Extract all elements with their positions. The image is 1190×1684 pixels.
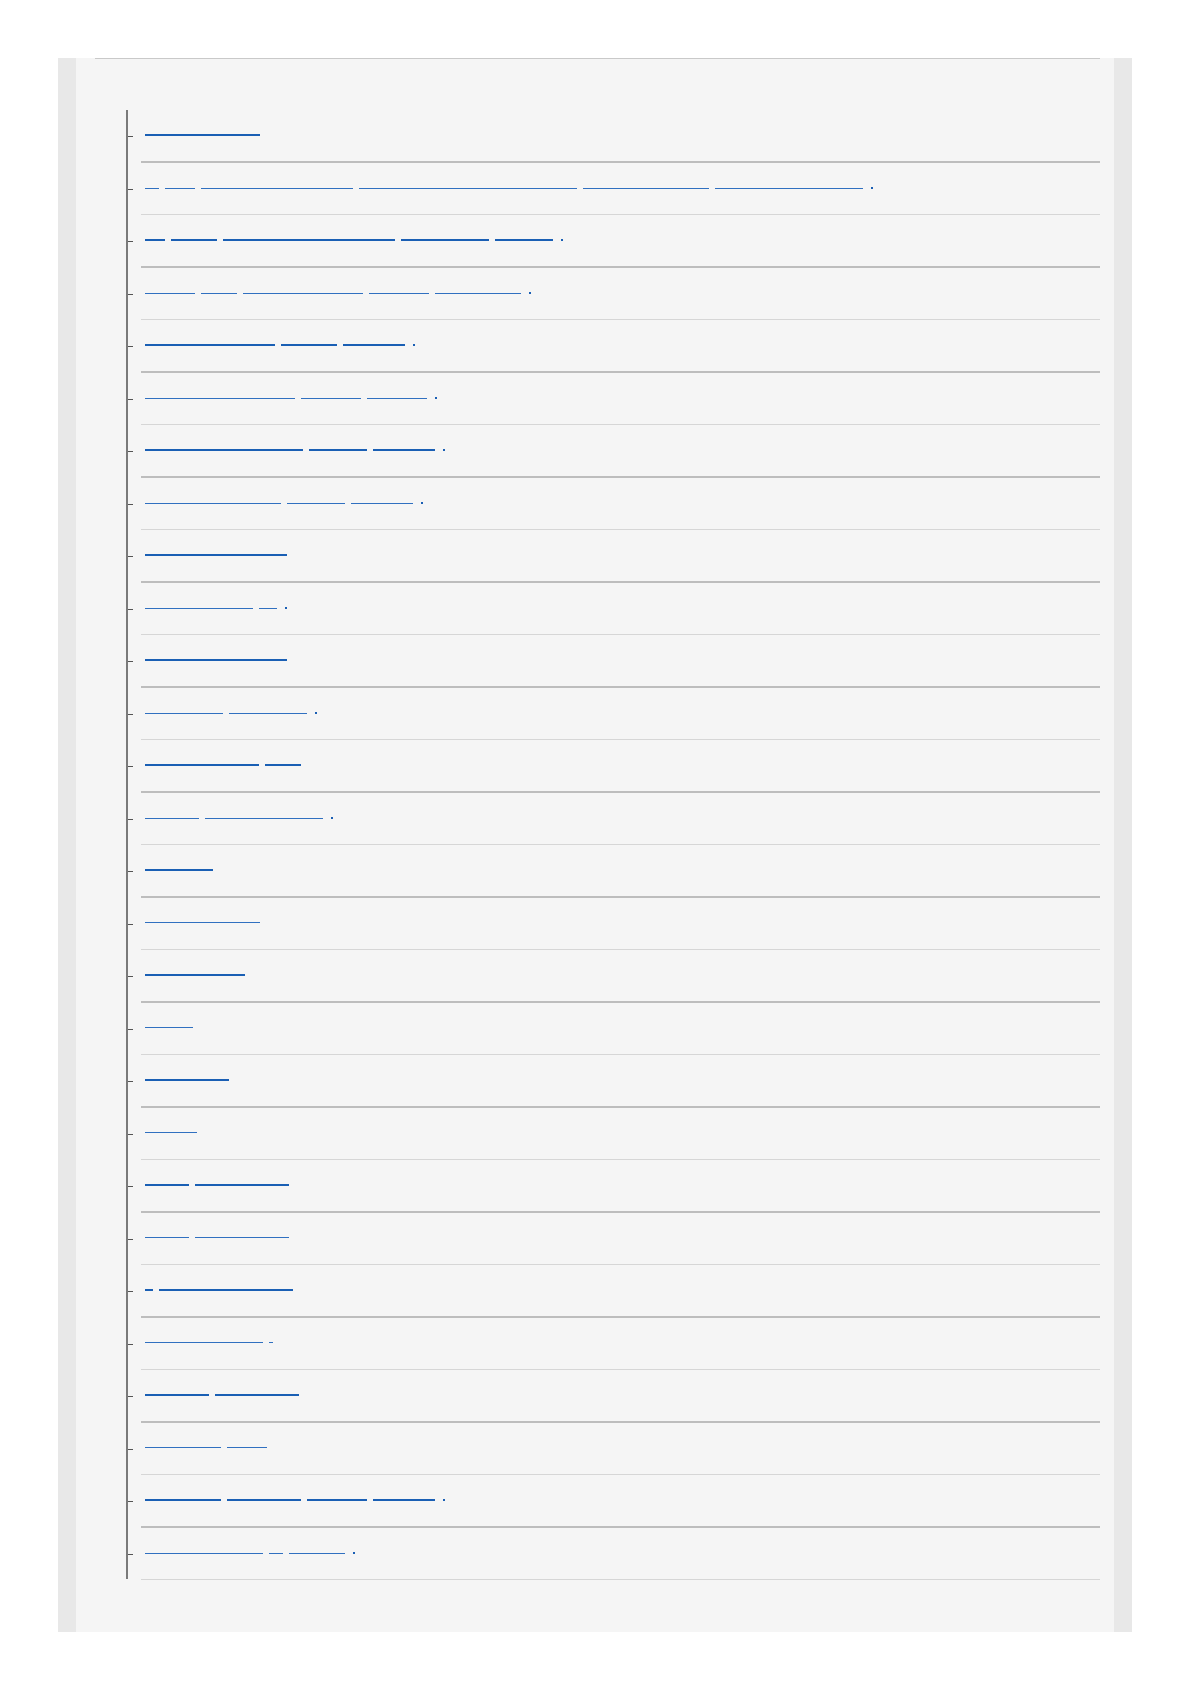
link-label: [273, 1447, 274, 1448]
list-item: [126, 215, 1100, 268]
link-underline-segment: [145, 1027, 193, 1028]
link-underline-segment: [145, 1289, 153, 1291]
link-underline-segment: [145, 869, 213, 871]
link-underline-segment: [269, 1553, 283, 1554]
link-underline-segment: [195, 1237, 289, 1238]
link-label: [279, 1342, 280, 1343]
tree-branch: [128, 294, 133, 295]
link-label: [287, 607, 288, 608]
list-item: [126, 478, 1100, 531]
toc-link[interactable]: [145, 1184, 295, 1194]
link-tree: [126, 110, 1100, 1580]
tree-branch: [128, 766, 133, 767]
link-label: [293, 554, 294, 555]
link-underline-segment: [307, 1499, 367, 1501]
link-underline-segment: [287, 503, 345, 504]
tree-branch: [128, 1081, 133, 1082]
link-underline-segment: [145, 1132, 197, 1133]
toc-link[interactable]: [145, 1394, 305, 1404]
link-underline-segment: [145, 134, 260, 136]
tree-branch: [128, 1554, 133, 1555]
toc-link[interactable]: [145, 239, 563, 249]
link-underline-segment: [145, 1237, 189, 1238]
list-item: [126, 1003, 1100, 1056]
link-underline-segment: [145, 1394, 209, 1396]
right-gutter: [1114, 58, 1132, 1632]
trailing-dot: [331, 817, 333, 819]
link-underline-segment: [145, 1553, 263, 1554]
toc-link[interactable]: [145, 1132, 203, 1142]
toc-link[interactable]: [145, 712, 317, 722]
toc-link[interactable]: [145, 449, 445, 459]
link-underline-segment: [227, 1499, 301, 1501]
trailing-dot: [421, 502, 423, 504]
link-underline-segment: [145, 608, 253, 609]
link-label: [415, 344, 416, 345]
link-underline-segment: [201, 188, 353, 189]
link-label: [437, 397, 438, 398]
list-item: [126, 110, 1100, 163]
list-item: [126, 530, 1100, 583]
link-underline-segment: [373, 1499, 435, 1501]
list-item: [126, 1160, 1100, 1213]
link-underline-segment: [171, 239, 217, 241]
link-label: [293, 659, 294, 660]
link-underline-segment: [145, 659, 287, 661]
trailing-dot: [561, 239, 563, 241]
toc-link[interactable]: [145, 292, 531, 302]
link-label: [299, 1289, 300, 1290]
trailing-dot: [413, 344, 415, 346]
top-rule: [95, 58, 1100, 59]
toc-link[interactable]: [145, 344, 415, 354]
link-underline-segment: [583, 188, 709, 189]
link-label: [235, 1079, 236, 1080]
toc-link[interactable]: [145, 764, 307, 774]
toc-link[interactable]: [145, 397, 437, 407]
link-label: [199, 1027, 200, 1028]
tree-branch: [128, 871, 133, 872]
tree-branch: [128, 556, 133, 557]
link-label: [251, 974, 252, 975]
tree-branch: [128, 504, 133, 505]
list-item: [126, 1475, 1100, 1528]
toc-link[interactable]: [145, 922, 266, 932]
toc-link[interactable]: [145, 1447, 273, 1457]
link-label: [266, 134, 267, 135]
link-underline-segment: [145, 713, 223, 714]
link-underline-segment: [367, 398, 427, 399]
link-underline-segment: [205, 818, 323, 819]
link-underline-segment: [359, 188, 577, 189]
link-underline-segment: [265, 764, 301, 766]
toc-link[interactable]: [145, 134, 266, 144]
list-item: [126, 1318, 1100, 1371]
list-item: [126, 1370, 1100, 1423]
link-underline-segment: [229, 713, 307, 714]
link-label: [873, 187, 874, 188]
tree-branch: [128, 451, 133, 452]
toc-link[interactable]: [145, 1342, 279, 1352]
toc-link[interactable]: [145, 554, 293, 564]
link-underline-segment: [495, 239, 553, 241]
link-underline-segment: [145, 239, 165, 241]
list-item: [126, 898, 1100, 951]
tree-branch: [128, 1239, 133, 1240]
left-gutter: [58, 58, 76, 1632]
toc-link[interactable]: [145, 1289, 299, 1299]
link-underline-segment: [309, 449, 367, 451]
link-label: [317, 712, 318, 713]
toc-link[interactable]: [145, 817, 333, 827]
link-label: [295, 1184, 296, 1185]
list-item: [126, 268, 1100, 321]
list-item: [126, 1108, 1100, 1161]
toc-link[interactable]: [145, 607, 287, 617]
link-underline-segment: [145, 922, 260, 923]
link-underline-segment: [145, 398, 295, 399]
link-underline-segment: [373, 449, 435, 451]
toc-link[interactable]: [145, 1237, 295, 1247]
link-underline-segment: [145, 449, 303, 451]
link-underline-segment: [301, 398, 361, 399]
tree-branch: [128, 976, 133, 977]
link-underline-segment: [145, 1184, 189, 1186]
list-item: [126, 1423, 1100, 1476]
toc-link[interactable]: [145, 1027, 199, 1037]
tree-branch: [128, 609, 133, 610]
link-underline-segment: [145, 1079, 229, 1081]
list-item: [126, 688, 1100, 741]
link-underline-segment: [715, 188, 863, 189]
list-item: [126, 1213, 1100, 1266]
toc-link[interactable]: [145, 659, 293, 669]
link-underline-segment: [351, 503, 413, 504]
link-underline-segment: [259, 608, 277, 609]
link-underline-segment: [145, 344, 275, 346]
link-label: [531, 292, 532, 293]
link-underline-segment: [145, 974, 245, 976]
link-label: [305, 1394, 306, 1395]
link-underline-segment: [369, 293, 429, 294]
list-item: [126, 373, 1100, 426]
trailing-dot: [529, 292, 531, 294]
link-underline-segment: [243, 293, 363, 294]
row-separator: [141, 1579, 1100, 1580]
list-item: [126, 1055, 1100, 1108]
link-label: [203, 1132, 204, 1133]
tree-branch: [128, 1501, 133, 1502]
tree-branch: [128, 819, 133, 820]
link-underline-segment: [145, 1447, 221, 1448]
link-underline-segment: [215, 1394, 299, 1396]
tree-branch: [128, 189, 133, 190]
toc-link[interactable]: [145, 1499, 445, 1509]
tree-branch: [128, 1029, 133, 1030]
toc-link[interactable]: [145, 869, 219, 879]
link-underline-segment: [145, 554, 287, 556]
tree-branch: [128, 714, 133, 715]
link-underline-segment: [165, 188, 195, 189]
list-item: [126, 793, 1100, 846]
tree-branch: [128, 241, 133, 242]
link-underline-segment: [281, 344, 337, 346]
list-item: [126, 1265, 1100, 1318]
tree-branch: [128, 661, 133, 662]
list-item: [126, 845, 1100, 898]
link-underline-segment: [195, 1184, 289, 1186]
list-item: [126, 320, 1100, 373]
link-label: [423, 502, 424, 503]
link-underline-segment: [343, 344, 405, 346]
tree-branch: [128, 1186, 133, 1187]
link-underline-segment: [227, 1447, 267, 1448]
link-underline-segment: [159, 1289, 293, 1291]
link-label: [445, 449, 446, 450]
link-underline-segment: [145, 1342, 263, 1343]
list-item: [126, 740, 1100, 793]
link-label: [219, 869, 220, 870]
tree-branch: [128, 1134, 133, 1135]
link-list: [126, 110, 1100, 1580]
tree-branch: [128, 1291, 133, 1292]
link-label: [307, 764, 308, 765]
list-item: [126, 950, 1100, 1003]
list-item: [126, 1528, 1100, 1581]
link-underline-segment: [145, 188, 159, 189]
link-label: [295, 1237, 296, 1238]
tree-branch: [128, 346, 133, 347]
toc-link[interactable]: [145, 974, 251, 984]
tree-branch: [128, 1396, 133, 1397]
link-label: [445, 1499, 446, 1500]
link-underline-segment: [401, 239, 489, 241]
tree-branch: [128, 1449, 133, 1450]
list-item: [126, 425, 1100, 478]
link-underline-segment: [145, 293, 195, 294]
link-underline-segment: [145, 764, 259, 766]
trailing-dot: [353, 1552, 355, 1554]
list-item: [126, 635, 1100, 688]
tree-branch: [128, 136, 133, 137]
list-item: [126, 163, 1100, 216]
trailing-dot: [443, 1499, 445, 1501]
link-underline-segment: [145, 1499, 221, 1501]
toc-link[interactable]: [145, 187, 873, 197]
trailing-dot: [315, 712, 317, 714]
link-underline-segment: [435, 293, 521, 294]
link-underline-segment: [289, 1553, 345, 1554]
trailing-dot: [435, 397, 437, 399]
link-label: [266, 922, 267, 923]
trailing-dot: [443, 449, 445, 451]
link-label: [333, 817, 334, 818]
trailing-dot: [285, 607, 287, 609]
toc-link[interactable]: [145, 502, 423, 512]
tree-branch: [128, 924, 133, 925]
link-label: [355, 1552, 356, 1553]
link-label: [563, 239, 564, 240]
toc-link[interactable]: [145, 1079, 235, 1089]
link-underline-segment: [201, 293, 237, 294]
link-underline-segment: [145, 818, 199, 819]
link-underline-segment: [145, 503, 281, 504]
list-item: [126, 583, 1100, 636]
link-underline-segment: [269, 1342, 273, 1343]
toc-link[interactable]: [145, 1552, 355, 1562]
tree-branch: [128, 399, 133, 400]
trailing-dot: [871, 187, 873, 189]
link-underline-segment: [223, 239, 395, 241]
tree-branch: [128, 1344, 133, 1345]
